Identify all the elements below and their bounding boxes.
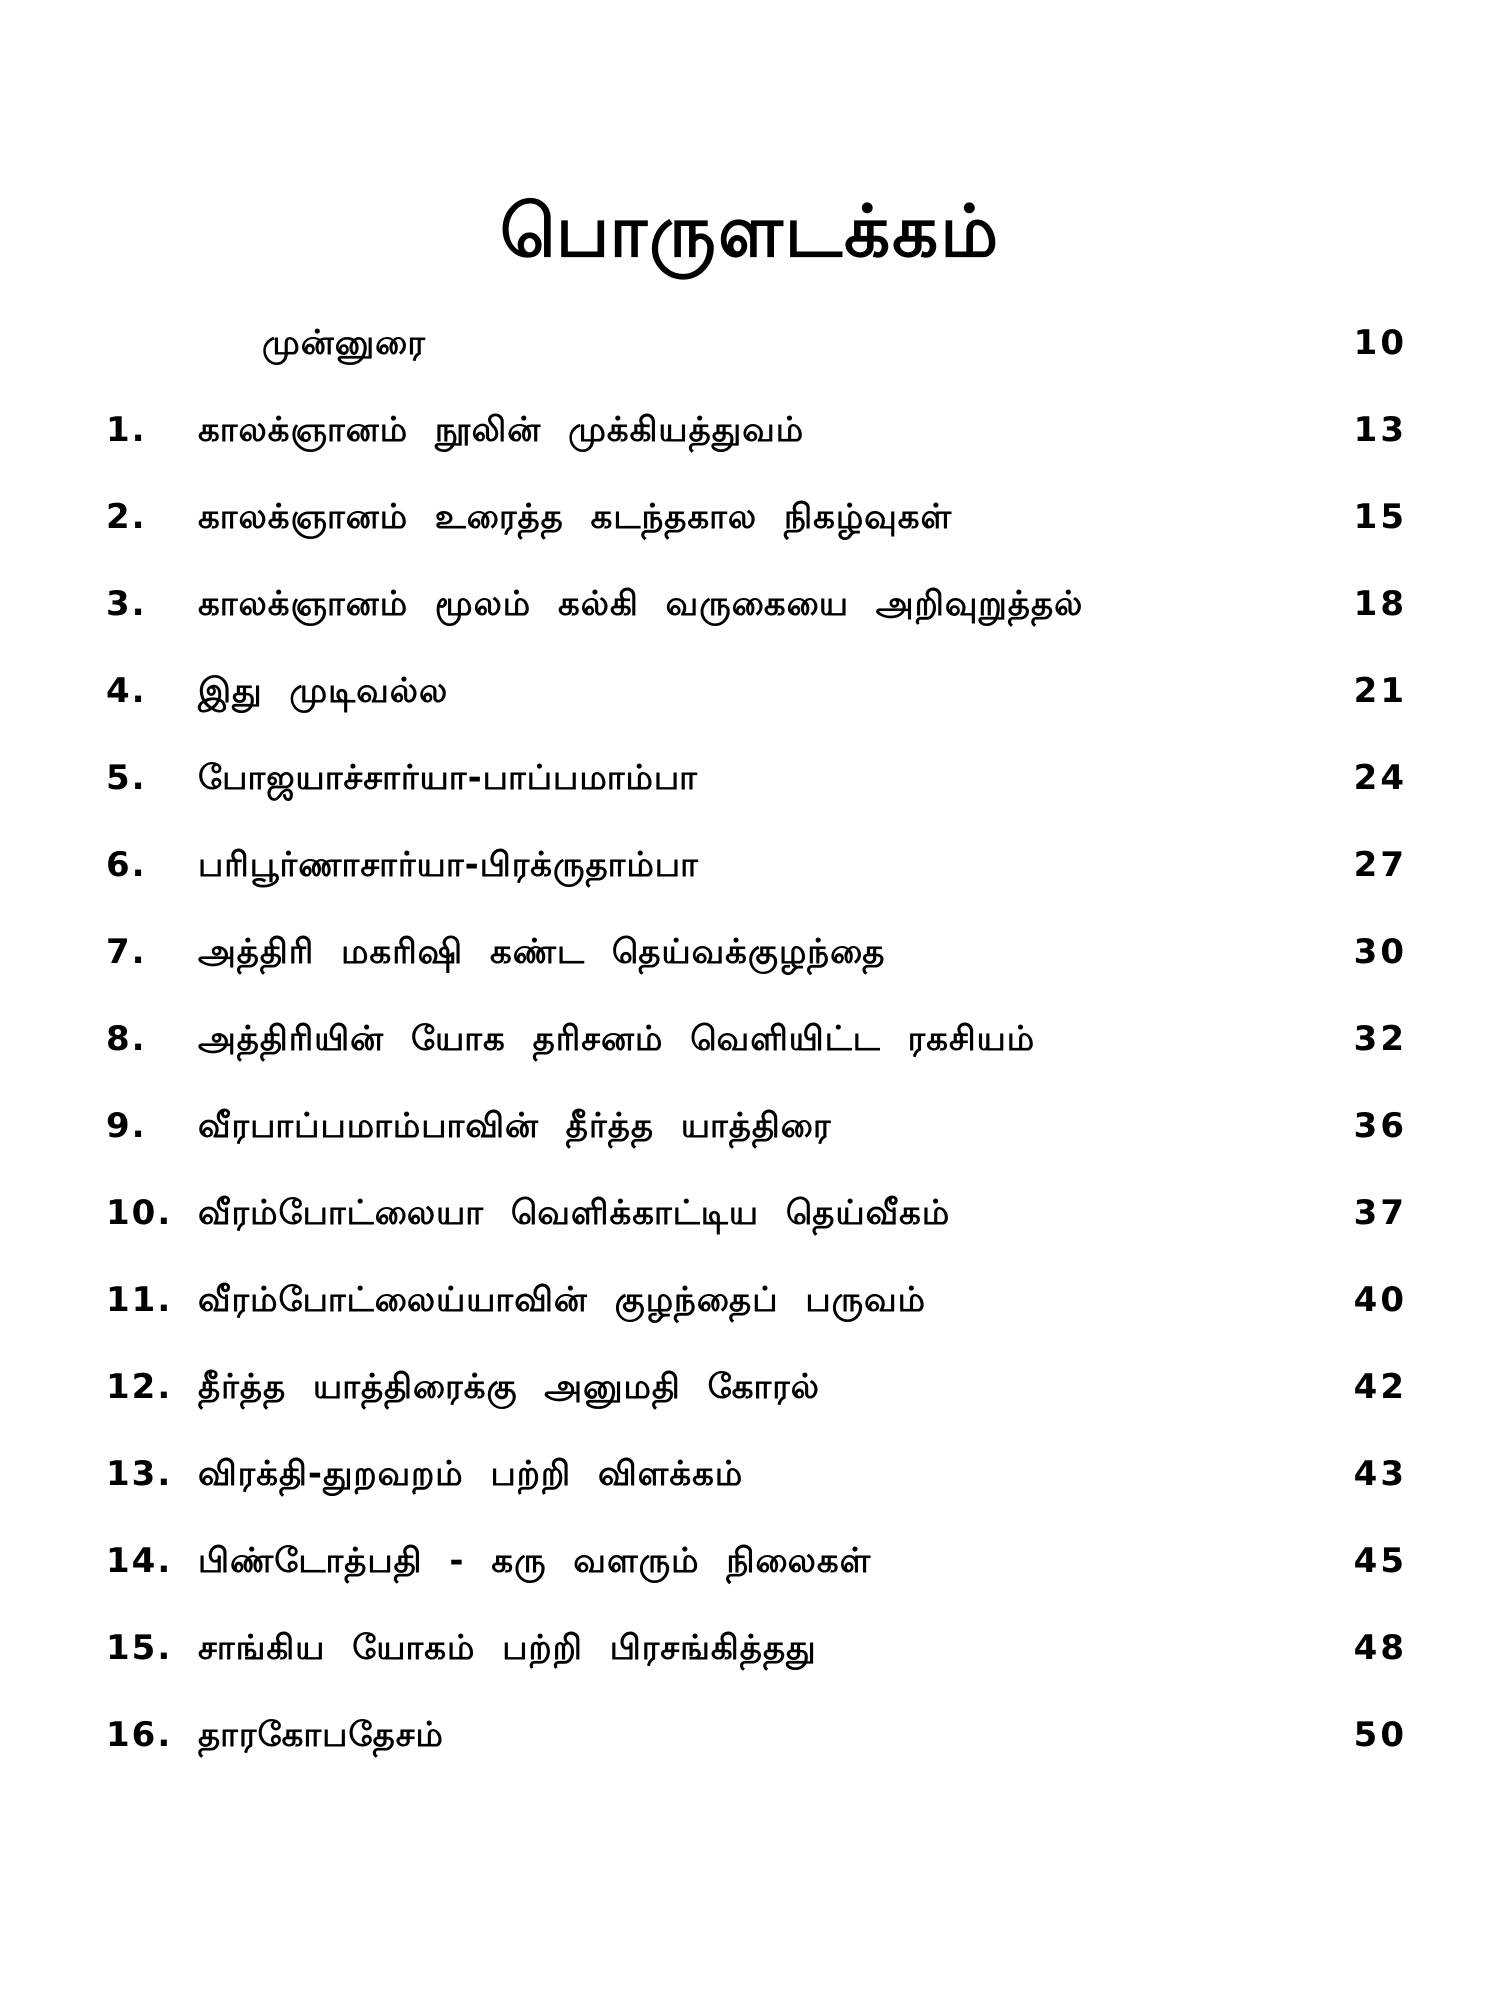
toc-entry-number: 6. bbox=[106, 845, 147, 885]
toc-entry-number: 11. bbox=[106, 1280, 173, 1320]
toc-entry bbox=[0, 1170, 1500, 1257]
toc-entry-page: 42 bbox=[1353, 1367, 1407, 1407]
table-of-contents bbox=[0, 300, 1500, 1779]
toc-entry-page: 37 bbox=[1353, 1193, 1407, 1233]
toc-entry bbox=[0, 735, 1500, 822]
toc-entry-page: 48 bbox=[1353, 1628, 1407, 1668]
toc-entry bbox=[0, 996, 1500, 1083]
toc-entry-title: காலக்ஞானம் மூலம் கல்கி வருகையை அறிவுறுத்தல் bbox=[198, 584, 1084, 624]
toc-entry bbox=[0, 1431, 1500, 1518]
toc-entry-number: 12. bbox=[106, 1367, 173, 1407]
toc-entry-number: 15. bbox=[106, 1628, 173, 1668]
toc-entry-page: 43 bbox=[1353, 1454, 1407, 1494]
toc-entry bbox=[0, 822, 1500, 909]
toc-entry-title: விரக்தி-துறவறம் பற்றி விளக்கம் bbox=[198, 1454, 744, 1494]
toc-entry-title: தீர்த்த யாத்திரைக்கு அனுமதி கோரல் bbox=[198, 1367, 821, 1407]
toc-entry-number: 2. bbox=[106, 497, 147, 537]
toc-entry-title: அத்திரியின் யோக தரிசனம் வெளியிட்ட ரகசியம் bbox=[198, 1019, 1036, 1059]
toc-entry-title: வீரம்போட்லைய்யாவின் குழந்தைப் பருவம் bbox=[198, 1280, 927, 1320]
toc-entry bbox=[0, 387, 1500, 474]
toc-entry-number: 13. bbox=[106, 1454, 173, 1494]
toc-entry-number: 16. bbox=[106, 1715, 173, 1755]
toc-entry-number: 7. bbox=[106, 932, 147, 972]
toc-entry-title: இது முடிவல்ல bbox=[198, 671, 449, 711]
toc-entry-title: பரிபூர்ணாசார்யா-பிரக்ருதாம்பா bbox=[198, 845, 699, 885]
toc-entry-number: 9. bbox=[106, 1106, 147, 1146]
toc-entry-number: 5. bbox=[106, 758, 147, 798]
toc-entry bbox=[0, 1257, 1500, 1344]
toc-entry-title: முன்னுரை bbox=[262, 323, 426, 363]
toc-entry-title: காலக்ஞானம் உரைத்த கடந்தகால நிகழ்வுகள் bbox=[198, 497, 953, 537]
toc-entry-page: 32 bbox=[1353, 1019, 1407, 1059]
toc-entry-number: 3. bbox=[106, 584, 147, 624]
toc-entry-title: தாரகோபதேசம் bbox=[198, 1715, 444, 1755]
toc-entry-title: பிண்டோத்பதி - கரு வளரும் நிலைகள் bbox=[198, 1541, 872, 1581]
toc-entry-page: 36 bbox=[1353, 1106, 1407, 1146]
toc-entry-page: 15 bbox=[1353, 497, 1407, 537]
toc-entry-number: 14. bbox=[106, 1541, 173, 1581]
toc-entry-title: அத்திரி மகரிஷி கண்ட தெய்வக்குழந்தை bbox=[198, 932, 886, 972]
toc-entry-page: 10 bbox=[1353, 323, 1407, 363]
toc-entry-page: 40 bbox=[1353, 1280, 1407, 1320]
toc-entry bbox=[0, 1083, 1500, 1170]
toc-entry bbox=[0, 1518, 1500, 1605]
toc-entry bbox=[0, 561, 1500, 648]
toc-entry-number: 4. bbox=[106, 671, 147, 711]
toc-entry bbox=[0, 648, 1500, 735]
toc-entry-page: 18 bbox=[1353, 584, 1407, 624]
toc-entry-title: காலக்ஞானம் நூலின் முக்கியத்துவம் bbox=[198, 410, 805, 450]
toc-entry-title: வீரம்போட்லையா வெளிக்காட்டிய தெய்வீகம் bbox=[198, 1193, 951, 1233]
toc-entry-page: 50 bbox=[1353, 1715, 1407, 1755]
toc-entry bbox=[0, 1344, 1500, 1431]
toc-entry-page: 45 bbox=[1353, 1541, 1407, 1581]
toc-entry-number: 10. bbox=[106, 1193, 173, 1233]
toc-entry bbox=[0, 1605, 1500, 1692]
toc-entry-number: 8. bbox=[106, 1019, 147, 1059]
toc-entry-page: 13 bbox=[1353, 410, 1407, 450]
toc-entry-number: 1. bbox=[106, 410, 147, 450]
toc-entry-title: வீரபாப்பமாம்பாவின் தீர்த்த யாத்திரை bbox=[198, 1106, 832, 1146]
toc-entry bbox=[0, 474, 1500, 561]
toc-entry-page: 21 bbox=[1353, 671, 1407, 711]
toc-entry-page: 27 bbox=[1353, 845, 1407, 885]
toc-entry bbox=[0, 1692, 1500, 1779]
toc-entry-page: 24 bbox=[1353, 758, 1407, 798]
toc-entry-title: சாங்கிய யோகம் பற்றி பிரசங்கித்தது bbox=[198, 1628, 817, 1668]
toc-entry-preface bbox=[0, 300, 1500, 387]
page-title: பொருளடக்கம் bbox=[499, 189, 1001, 274]
toc-entry-page: 30 bbox=[1353, 932, 1407, 972]
toc-entry-title: போஜயாச்சார்யா-பாப்பமாம்பா bbox=[198, 758, 698, 798]
toc-entry bbox=[0, 909, 1500, 996]
